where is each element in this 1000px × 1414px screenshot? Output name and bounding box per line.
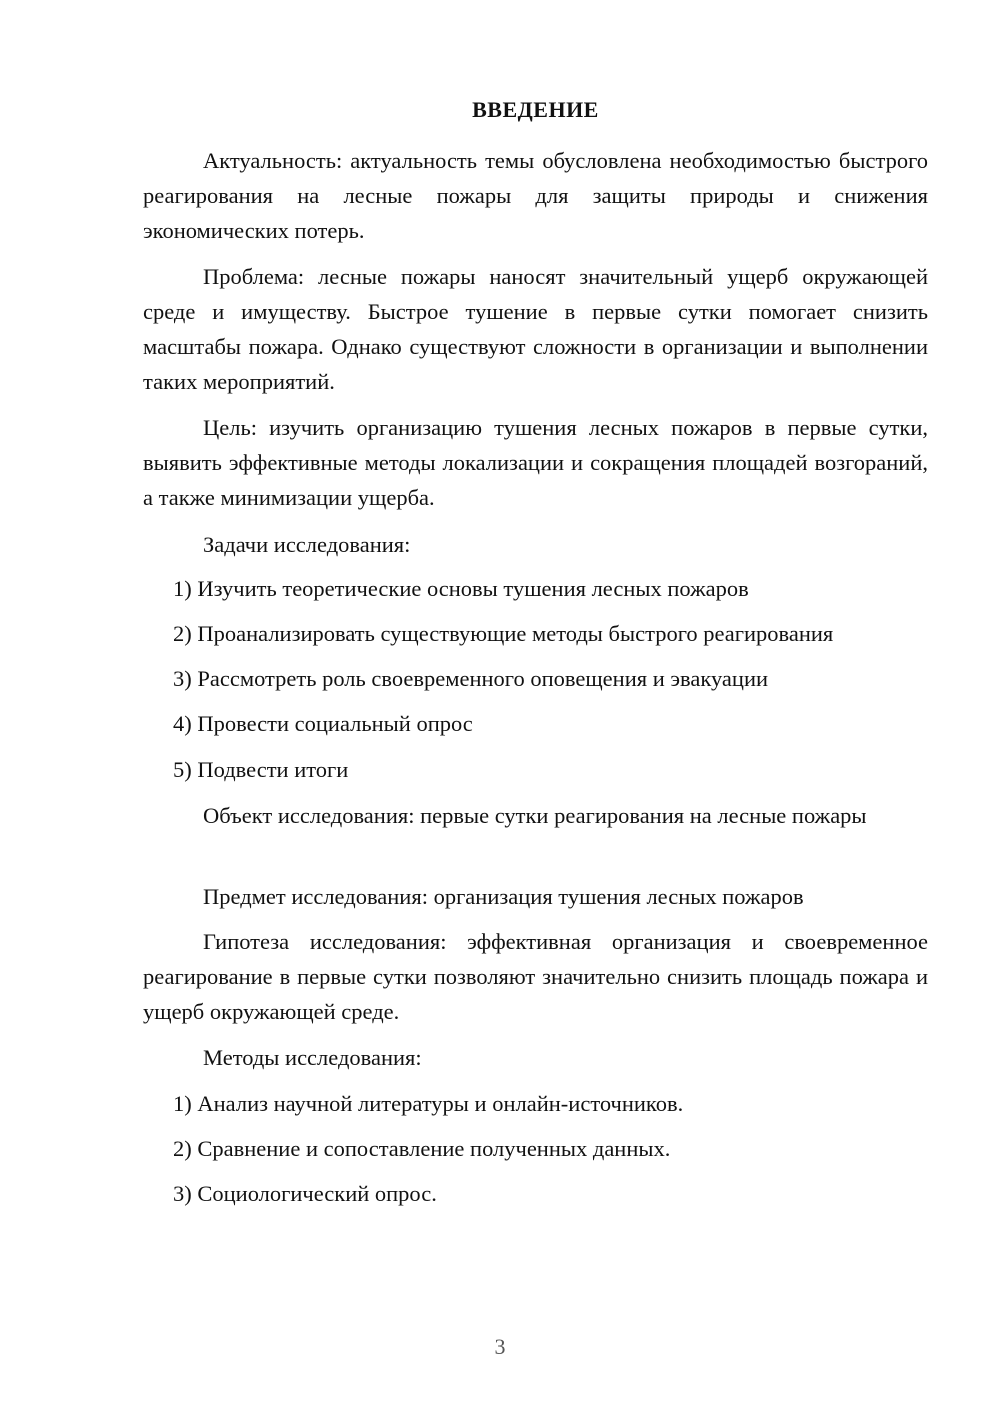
page-title: ВВЕДЕНИЕ [472, 97, 599, 122]
problem-paragraph: Проблема: лесные пожары наносят значительный ущерб окружающей среде и имуществу. Быстрое тушение в первые сутки помогает снизить масштабы пожара. Однако существуют сложности в организации и выполнении таких мероприятий. [143, 264, 928, 394]
task-item: 3) Рассмотреть роль своевременного оповещения и эвакуации [173, 666, 769, 691]
hypothesis-paragraph: Гипотеза исследования: эффективная организация и своевременное реагирование в первые сутки позволяют значительно снизить площадь пожара и ущерб окружающей среде. [143, 929, 928, 1024]
method-item: 3) Социологический опрос. [173, 1181, 437, 1206]
object-paragraph: Объект исследования: первые сутки реагирования на лесные пожары [203, 803, 867, 828]
goal-paragraph: Цель: изучить организацию тушения лесных пожаров в первые сутки, выявить эффективные методы локализации и сокращения площадей возгораний, а также минимизации ущерба. [143, 415, 928, 510]
subject-paragraph: Предмет исследования: организация тушения лесных пожаров [203, 884, 804, 909]
task-item: 4) Провести социальный опрос [173, 711, 473, 736]
method-item: 1) Анализ научной литературы и онлайн-источников. [173, 1091, 684, 1116]
relevance-paragraph: Актуальность: актуальность темы обусловлена необходимостью быстрого реагирования на лесные пожары для защиты природы и снижения экономических потерь. [143, 148, 928, 243]
methods-heading: Методы исследования: [203, 1045, 422, 1070]
tasks-heading: Задачи исследования: [203, 532, 411, 557]
page-number: 3 [494, 1334, 506, 1359]
task-item: 5) Подвести итоги [173, 757, 349, 782]
task-item: 1) Изучить теоретические основы тушения лесных пожаров [173, 576, 749, 601]
method-item: 2) Сравнение и сопоставление полученных данных. [173, 1136, 671, 1161]
task-item: 2) Проанализировать существующие методы быстрого реагирования [173, 621, 834, 646]
